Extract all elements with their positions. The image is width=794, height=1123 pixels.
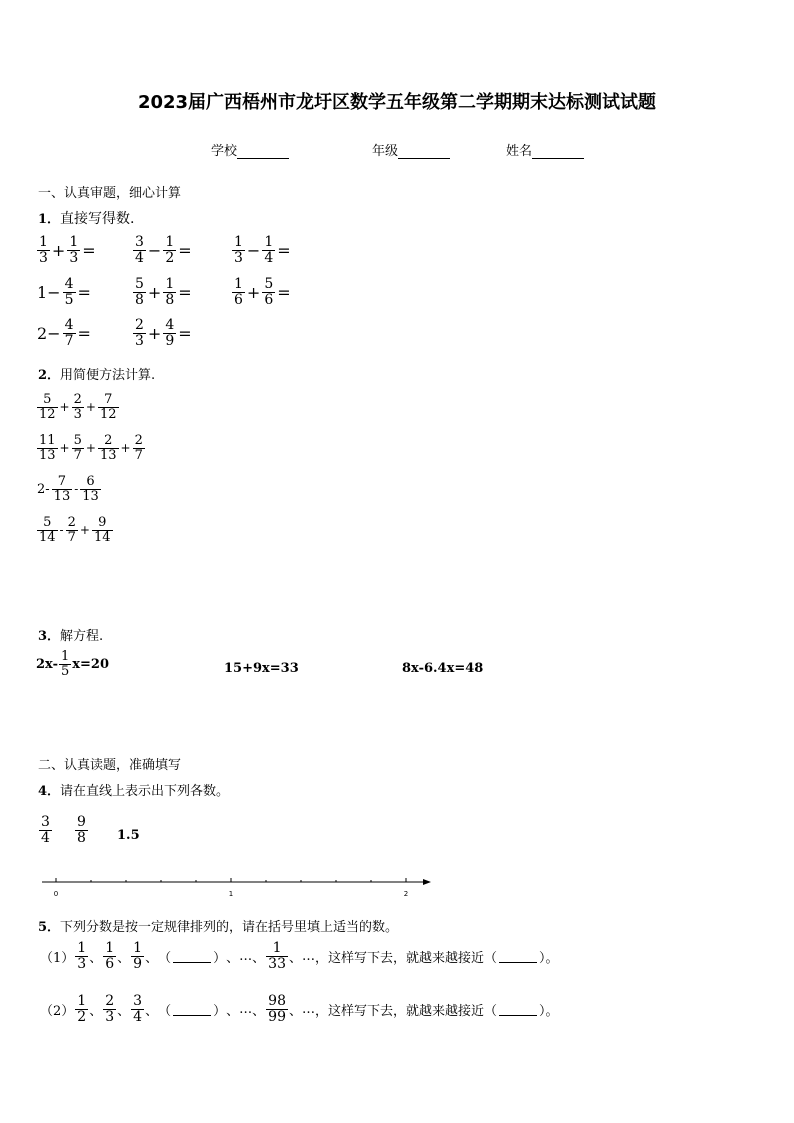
q2-expr-2: $\frac{11}{13}$ + $\frac{5}{7}$ + $\frac{2}{13}$ + $\frac{2}{7}$ xyxy=(39,433,143,463)
name-blank[interactable] xyxy=(532,144,584,159)
q5-row-1: （1） $\frac{1}{3}$ 、 $\frac{1}{6}$ 、 $\frac{1}{9}$ 、 （ ） 、 … 、 $\frac{1}{33}$ 、 … ，这样写下去，就越来越接近（ ）。 xyxy=(40,940,559,972)
q5-2-blank-1[interactable] xyxy=(173,1003,211,1016)
school-label: 学校 xyxy=(211,144,238,159)
tick-label-2: 2 xyxy=(403,890,409,898)
tick-label-0: 0 xyxy=(53,890,59,898)
tick-label-1: 1 xyxy=(228,890,234,898)
q1-expr-5: $\frac{5}{8}$ + $\frac{1}{8}$ = xyxy=(135,276,192,308)
q1-expr-2: $\frac{3}{4}$ − $\frac{1}{2}$ = xyxy=(135,234,192,266)
question-1: 1．直接写得数. xyxy=(38,211,135,227)
question-3: 3．解方程. xyxy=(38,629,104,644)
q3-eq-1: 2x- $\frac{1}{5}$ x=20 xyxy=(36,649,109,679)
q1-expr-1: $\frac{1}{3}$ + $\frac{1}{3}$ = xyxy=(39,234,96,266)
number-line-ticks xyxy=(56,878,406,882)
number-line-arrow xyxy=(423,879,431,885)
question-2: 2．用简便方法计算. xyxy=(38,368,156,383)
q1-expr-7: 2− $\frac{4}{7}$ = xyxy=(37,317,91,349)
q4-fraction-2: $\frac{9}{8}$ xyxy=(77,814,86,846)
q4-fraction-1: $\frac{3}{4}$ xyxy=(41,814,50,846)
q2-expr-3: 2- $\frac{7}{13}$ - $\frac{6}{13}$ xyxy=(37,474,99,504)
section-2-heading: 二、认真读题，准确填写 xyxy=(38,758,182,773)
q3-eq-3: 8x-6.4x=48 xyxy=(402,661,484,676)
q1-expr-8: $\frac{2}{3}$ + $\frac{4}{9}$ = xyxy=(135,317,192,349)
q2-expr-1: $\frac{5}{12}$ + $\frac{2}{3}$ + $\frac{7}{12}$ xyxy=(39,392,117,422)
grade-label: 年级 xyxy=(372,144,399,159)
school-field xyxy=(211,140,289,159)
q3-eq-2: 15+9x=33 xyxy=(224,661,299,676)
question-5: 5．下列分数是按一定规律排列的，请在括号里填上适当的数。 xyxy=(38,920,399,935)
q5-1-blank-1[interactable] xyxy=(173,950,211,963)
grade-blank[interactable] xyxy=(398,144,450,159)
grade-field xyxy=(372,140,450,159)
name-field xyxy=(506,140,584,159)
q1-expr-4: 1− $\frac{4}{5}$ = xyxy=(37,276,91,308)
q5-row-2: （2） $\frac{1}{2}$ 、 $\frac{2}{3}$ 、 $\frac{3}{4}$ 、 （ ） 、 … 、 $\frac{98}{99}$ 、 … ，这样写下去，就越来越接近（ ）。 xyxy=(40,993,559,1025)
question-4: 4．请在直线上表示出下列各数。 xyxy=(38,784,230,799)
page-title: 2023届广西梧州市龙圩区数学五年级第二学期期末达标测试试题 xyxy=(137,92,657,113)
q4-decimal: 1.5 xyxy=(117,828,140,843)
number-line[interactable] xyxy=(36,870,436,900)
section-1-heading: 一、认真审题，细心计算 xyxy=(38,186,182,201)
name-label: 姓名 xyxy=(506,144,533,159)
q1-expr-6: $\frac{1}{6}$ + $\frac{5}{6}$ = xyxy=(234,276,291,308)
q2-expr-4: $\frac{5}{14}$ - $\frac{2}{7}$ + $\frac{9}{14}$ xyxy=(39,515,111,545)
q5-1-blank-2[interactable] xyxy=(499,950,537,963)
school-blank[interactable] xyxy=(237,144,289,159)
q5-2-blank-2[interactable] xyxy=(499,1003,537,1016)
q1-expr-3: $\frac{1}{3}$ − $\frac{1}{4}$ = xyxy=(234,234,291,266)
